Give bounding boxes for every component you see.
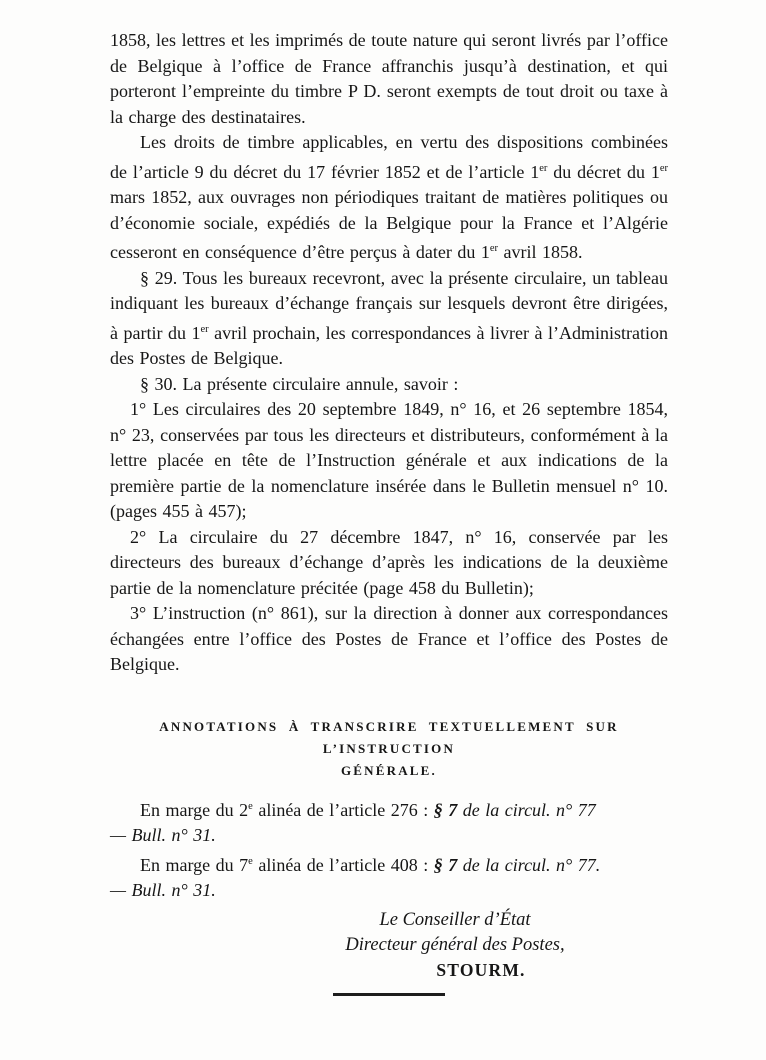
text-block	[110, 28, 668, 996]
annotations-section	[110, 794, 668, 904]
annotations-heading	[110, 716, 668, 782]
list-item-1: 1° Les circulaires des 20 septembre 1849, n° 16, et 26 septembre 1854, n° 23, conservées par tous les directeurs et distributeurs, conformément à la lettre placée en tête de l’Instruction générale et aux indications de la première partie de la nomenclature insérée dans le Bulletin mensuel n° 10. (pages 455 à 457);	[110, 399, 668, 521]
signature-role-line-2: Directeur général des Postes,	[345, 934, 565, 955]
signature-role-line-1: Le Conseiller d’État	[379, 909, 531, 930]
signature-block	[300, 908, 610, 983]
list-item-3: 3° L’instruction (n° 861), sur la direction à donner aux correspondances échangées entre l’office des Postes de France et l’office des Postes de Belgique.	[110, 603, 668, 674]
annotation-item-2: En marge du 7e alinéa de l’article 408 : § 7 de la circul. n° 77. — Bull. n° 31.	[110, 854, 601, 900]
list-item-2: 2° La circulaire du 27 décembre 1847, n° 16, conservée par les directeurs des bureaux d’échange d’après les indications de la deuxième partie de la nomenclature précitée (page 458 du Bulletin);	[110, 526, 668, 598]
paragraph-section-29: § 29. Tous les bureaux recevront, avec la présente circulaire, un tableau indiquant les bureaux d’échange français sur lesquels devront être dirigées, à partir du 1er avril prochain, les correspondances à livrer à l’Administration des Postes de Belgique.	[110, 267, 668, 368]
paragraph-droits-de-timbre: Les droits de timbre applicables, en vertu des dispositions combinées de l’article 9 du décret du 17 février 1852 et de l’article 1er du décret du 1er mars 1852, aux ouvrages non périodiques traitant de matières politiques ou d’économie sociale, expédiés de la Belgique pour la France et l’Algérie cesseront en conséquence d’être perçus à dater du 1er avril 1858.	[110, 132, 668, 262]
annotations-heading-line-1: ANNOTATIONS À TRANSCRIRE TEXTUELLEMENT SUR L’INSTRUCTION	[159, 718, 619, 756]
paragraph-continuation-1858: 1858, les lettres et les imprimés de toute nature qui seront livrés par l’office de Belgique à l’office de France affranchis jusqu’à destination, et qui porteront l’empreinte du timbre P D. seront exempts de tout droit ou taxe à la charge des destinataires.	[110, 30, 668, 127]
annotation-item-1: En marge du 2e alinéa de l’article 276 : § 7 de la circul. n° 77 — Bull. n° 31.	[110, 799, 596, 845]
annotations-heading-line-2: GÉNÉRALE.	[340, 762, 437, 778]
end-rule-divider	[333, 993, 445, 996]
signature-name: STOURM.	[436, 959, 526, 980]
paragraph-section-30: § 30. La présente circulaire annule, savoir :	[140, 373, 459, 394]
